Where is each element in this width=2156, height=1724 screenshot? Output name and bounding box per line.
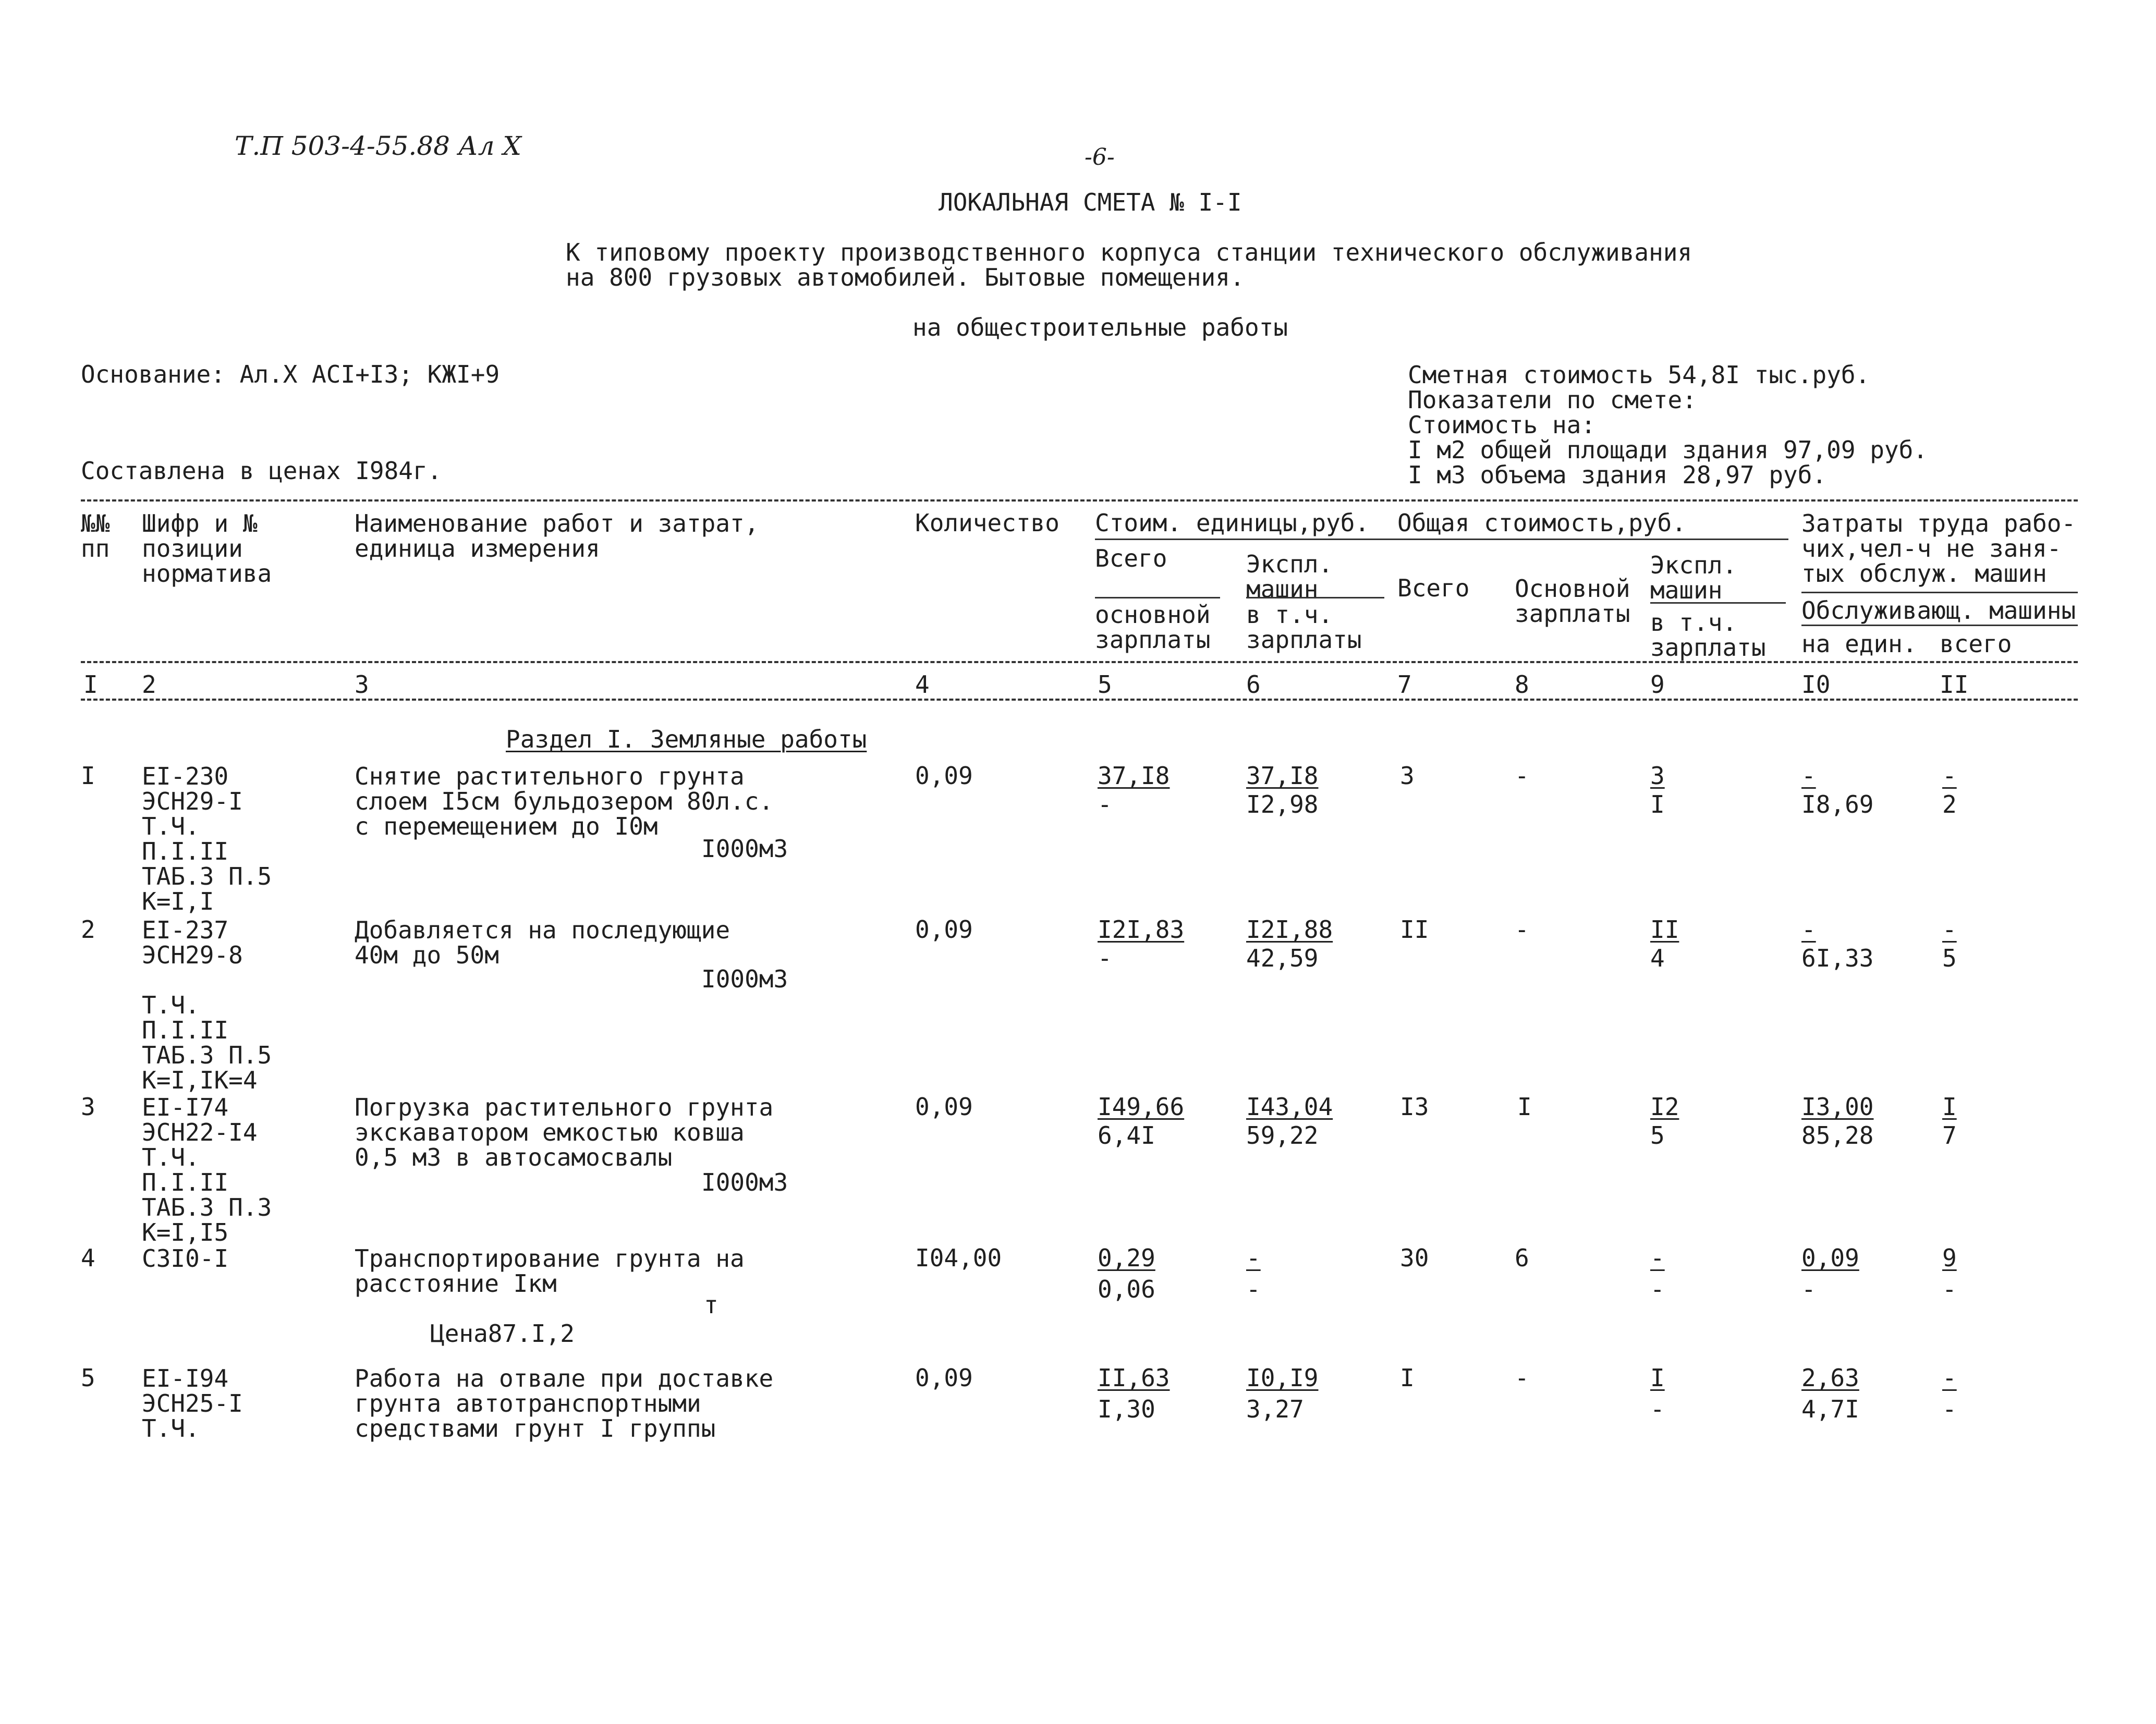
row-expl-total-salary: - — [1650, 1275, 1665, 1303]
row-servicing-all: 5 — [1942, 944, 1957, 972]
header-total-all: Всего — [1397, 574, 1470, 602]
row-expl-total: I — [1650, 1364, 1665, 1392]
row-number: 5 — [81, 1364, 95, 1392]
row-unit-cost-salary: 0,06 — [1098, 1275, 1155, 1303]
col-number-rule — [81, 699, 2078, 701]
row-total: I — [1400, 1364, 1415, 1392]
row-total: II — [1400, 915, 1429, 944]
row-code: СЗI0-I — [142, 1244, 229, 1273]
row-base-salary: - — [1515, 1364, 1529, 1392]
row-labor-per-unit: 0,09 — [1801, 1244, 1859, 1272]
row-servicing-all: - — [1942, 1395, 1957, 1423]
col-number: 5 — [1098, 670, 1112, 699]
work-type: на общестроительные работы — [912, 313, 1288, 341]
row-total: 3 — [1400, 762, 1415, 790]
row-expl-total-salary: 4 — [1650, 944, 1665, 972]
row-labor-per-unit: - — [1801, 915, 1816, 944]
row-expl-total-salary: - — [1650, 1395, 1665, 1423]
row-unit: I000м3 — [701, 835, 788, 863]
col-number: I — [83, 670, 98, 699]
col-number: II — [1940, 670, 1969, 699]
row-name: Добавляется на последующие 40м до 50м — [355, 916, 730, 969]
col-number: 7 — [1397, 670, 1412, 699]
col-number: I0 — [1801, 670, 1831, 699]
row-quantity: 0,09 — [915, 1093, 973, 1121]
row-base-salary: - — [1515, 915, 1529, 944]
row-name: Снятие растительного грунта слоем I5см бульдозером 80л.с. с перемещением до I0м — [355, 762, 774, 840]
col-number: 9 — [1650, 670, 1665, 699]
row-code: ЕI-237 ЭСН29-8 Т.Ч. П.I.II ТАБ.3 П.5 К=I,IК=4 — [142, 916, 272, 1094]
row-expl-machines: I0,I9 — [1246, 1364, 1319, 1392]
header-num: №№ пп — [81, 509, 110, 563]
row-name: Работа на отвале при доставке грунта автотранспортными средствами грунт I группы — [355, 1364, 774, 1442]
header-incl-salary-total: в т.ч. зарплаты — [1650, 608, 1766, 662]
row-quantity: 0,09 — [915, 915, 973, 944]
row-expl-total: I2 — [1650, 1093, 1679, 1121]
handwritten-document-code: Т.П 503-4-55.88 Ал Х — [235, 131, 521, 161]
basis-line: Основание: Ал.Х АСI+I3; КЖI+9 — [81, 360, 500, 388]
row-expl-salary: 42,59 — [1246, 944, 1319, 972]
row-name: Транспортирование грунта на расстояние Iкм — [355, 1244, 745, 1298]
row-expl-machines: I2I,88 — [1246, 915, 1333, 944]
row-quantity: 0,09 — [915, 762, 973, 790]
row-quantity: 0,09 — [915, 1364, 973, 1392]
header-name: Наименование работ и затрат, единица измерения — [355, 509, 759, 563]
row-unit: I000м3 — [701, 965, 788, 993]
col-number: 4 — [915, 670, 930, 699]
header-labor: Затраты труда рабо- чих,чел-ч не заня- тых обслуж. машин — [1801, 509, 2076, 588]
row-unit-cost-salary: - — [1098, 944, 1112, 972]
row-code: ЕI-I74 ЭСН22-I4 Т.Ч. П.I.II ТАБ.3 П.3 К=I,I5 — [142, 1093, 272, 1246]
row-number: I — [81, 762, 95, 790]
row-unit-cost-salary: I,30 — [1098, 1395, 1155, 1423]
row-labor-all: - — [1942, 915, 1957, 944]
row-number: 4 — [81, 1244, 95, 1272]
col-number: 6 — [1246, 670, 1261, 699]
row-number: 2 — [81, 915, 95, 944]
document-title: ЛОКАЛЬНАЯ СМЕТА № I-I — [939, 188, 1242, 216]
row-base-salary: I — [1517, 1093, 1532, 1121]
header-expl-machines-total: Экспл. машин — [1650, 551, 1737, 604]
row-expl-machines: I43,04 — [1246, 1093, 1333, 1121]
document-subtitle: К типовому проекту производственного корпуса станции технического обслуживания на 800 грузовых автомобилей. Бытовые помещения. — [566, 238, 1692, 291]
row-code: ЕI-I94 ЭСН25-I Т.Ч. — [142, 1364, 243, 1442]
row-servicing-per-unit: I8,69 — [1801, 790, 1874, 818]
row-total: 30 — [1400, 1244, 1429, 1272]
row-unit-cost-salary: 6,4I — [1098, 1121, 1155, 1150]
header-bottom-rule — [81, 661, 2078, 663]
prices-year: Составлена в ценах I984г. — [81, 457, 442, 485]
row-servicing-per-unit: - — [1801, 1275, 1816, 1303]
section-title: Раздел I. Земляные работы — [506, 725, 867, 753]
header-base-salary-total: Основной зарплаты — [1515, 574, 1630, 628]
row-unit-cost-total: 37,I8 — [1098, 762, 1170, 790]
header-unit-total-rule — [1095, 597, 1220, 598]
header-expl-rule — [1246, 597, 1384, 598]
row-total: I3 — [1400, 1093, 1429, 1121]
row-servicing-per-unit: 85,28 — [1801, 1121, 1874, 1150]
row-code: ЕI-230 ЭСН29-I Т.Ч. П.I.II ТАБ.3 П.5 К=I,I — [142, 762, 272, 915]
row-unit-cost-total: 0,29 — [1098, 1244, 1155, 1272]
header-expl-total-rule — [1650, 602, 1786, 604]
row-unit-cost-total: I49,66 — [1098, 1093, 1185, 1121]
header-unit-cost: Стоим. единицы,руб. — [1095, 509, 1370, 537]
header-unit-total: Всего — [1095, 544, 1167, 572]
header-incl-salary: в т.ч. зарплаты — [1246, 601, 1362, 654]
row-unit: I000м3 — [701, 1168, 788, 1196]
row-quantity: I04,00 — [915, 1244, 1002, 1272]
row-expl-salary: - — [1246, 1275, 1261, 1303]
header-servicing-rule — [1801, 625, 2078, 626]
header-labor-rule — [1801, 592, 2078, 593]
row-unit-cost-total: II,63 — [1098, 1364, 1170, 1392]
row-expl-machines: - — [1246, 1244, 1261, 1272]
row-expl-salary: 3,27 — [1246, 1395, 1304, 1423]
row-unit-cost-salary: - — [1098, 790, 1112, 818]
row-base-salary: 6 — [1515, 1244, 1529, 1272]
header-base-salary: основной зарплаты — [1095, 601, 1211, 654]
col-number: 3 — [355, 670, 369, 699]
table-top-rule — [81, 499, 2078, 502]
row-expl-salary: 59,22 — [1246, 1121, 1319, 1150]
estimate-summary: Сметная стоимость 54,8I тыс.руб. Показатели по смете: Стоимость на: I м2 общей площади здания 97,09 руб. I м3 объема здания 28,97 руб. — [1408, 361, 1928, 489]
header-expl-machines: Экспл. машин — [1246, 550, 1333, 603]
header-per-unit: на един. — [1801, 630, 1917, 658]
row-number: 3 — [81, 1093, 95, 1121]
row-expl-total: 3 — [1650, 762, 1665, 790]
header-code: Шифр и № позиции норматива — [142, 509, 272, 588]
row-servicing-per-unit: 4,7I — [1801, 1395, 1859, 1423]
col-number: 8 — [1515, 670, 1529, 699]
row-servicing-all: 2 — [1942, 790, 1957, 818]
col-number: 2 — [142, 670, 156, 699]
row-base-salary: - — [1515, 762, 1529, 790]
row-expl-salary: I2,98 — [1246, 790, 1319, 818]
row-unit: т — [704, 1291, 718, 1319]
row-labor-per-unit: 2,63 — [1801, 1364, 1859, 1392]
row-labor-all: I — [1942, 1093, 1957, 1121]
header-servicing-machines: Обслуживающ. машины — [1801, 596, 2076, 625]
row-labor-per-unit: - — [1801, 762, 1816, 790]
row-expl-total-salary: 5 — [1650, 1121, 1665, 1150]
row-servicing-all: 7 — [1942, 1121, 1957, 1150]
row-unit-cost-total: I2I,83 — [1098, 915, 1185, 944]
page-number: -6- — [1085, 144, 1115, 170]
row-labor-all: - — [1942, 762, 1957, 790]
header-all: всего — [1940, 630, 2012, 658]
row-name: Погрузка растительного грунта экскаватором емкостью ковша 0,5 м3 в автосамосвалы — [355, 1093, 774, 1171]
row-expl-total: - — [1650, 1244, 1665, 1272]
row-labor-all: 9 — [1942, 1244, 1957, 1272]
header-quantity: Количество — [915, 509, 1059, 537]
row-labor-per-unit: I3,00 — [1801, 1093, 1874, 1121]
header-cost-rule — [1095, 539, 1788, 540]
row-servicing-per-unit: 6I,33 — [1801, 944, 1874, 972]
row-price-note: Цена87.I,2 — [430, 1319, 575, 1348]
row-labor-all: - — [1942, 1364, 1957, 1392]
row-expl-total: II — [1650, 915, 1679, 944]
header-total-cost: Общая стоимость,руб. — [1397, 509, 1686, 537]
row-expl-total-salary: I — [1650, 790, 1665, 818]
row-servicing-all: - — [1942, 1275, 1957, 1303]
row-expl-machines: 37,I8 — [1246, 762, 1319, 790]
